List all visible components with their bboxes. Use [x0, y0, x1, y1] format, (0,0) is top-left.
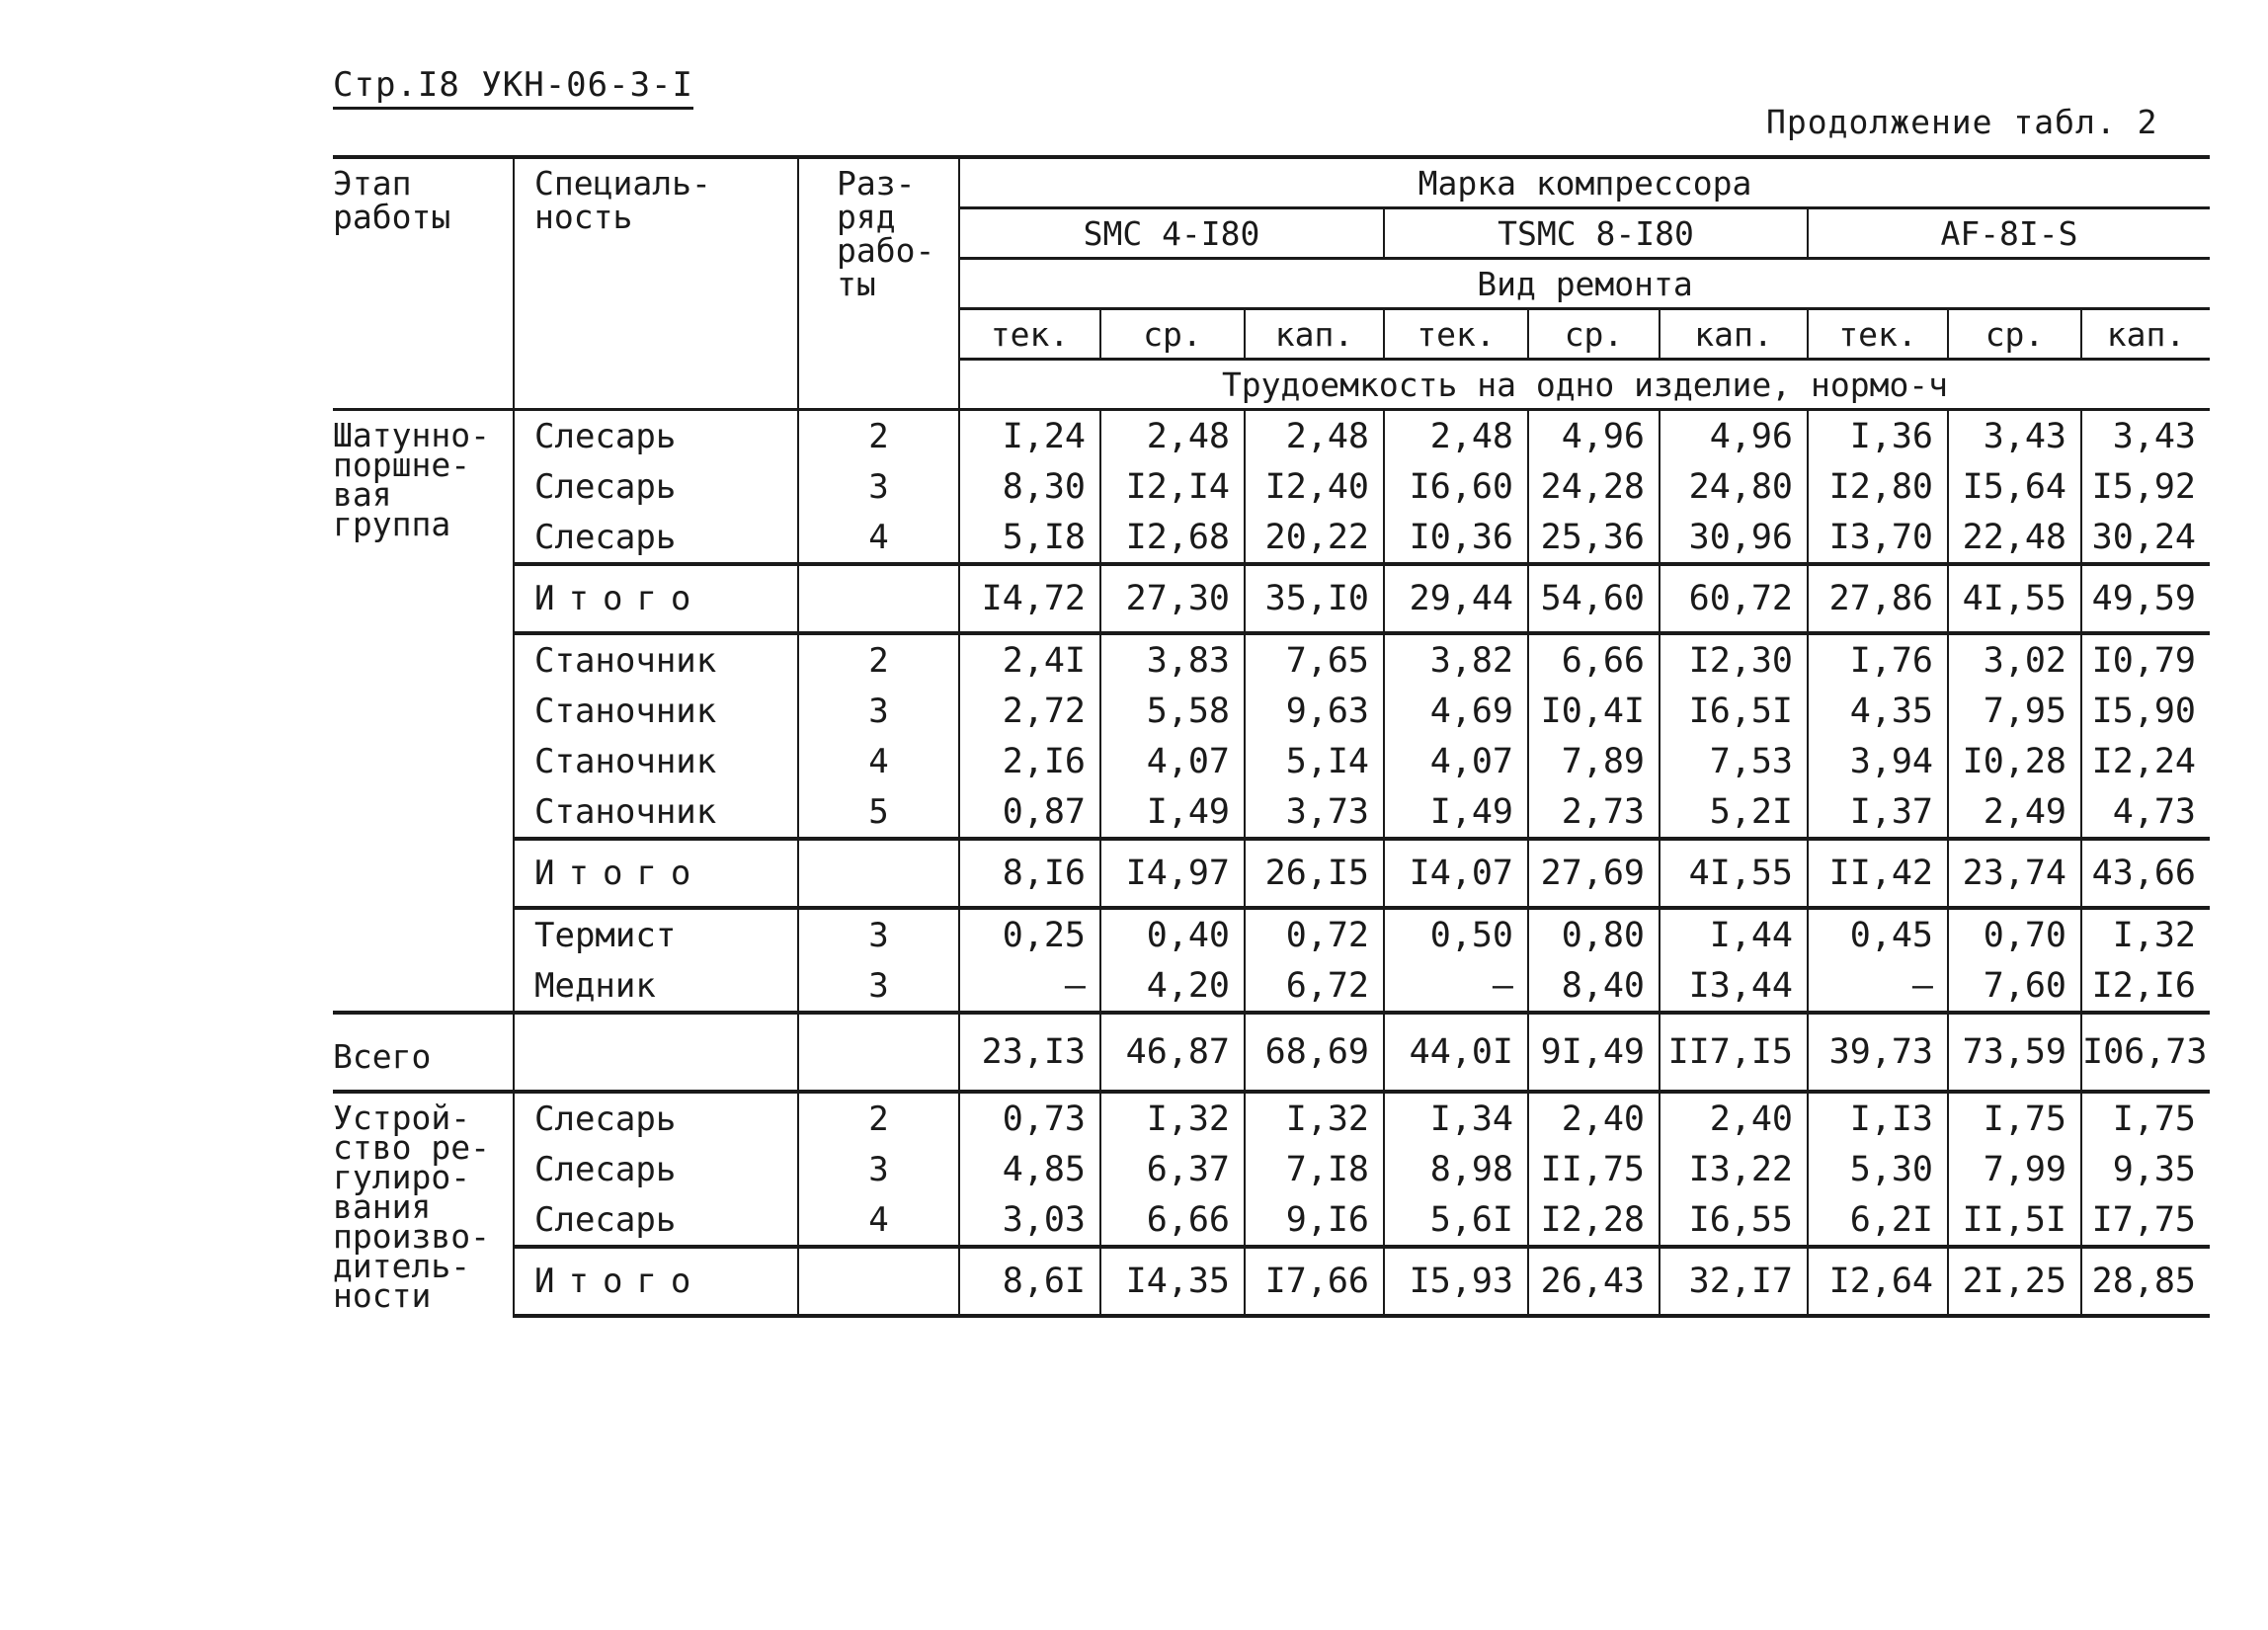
grand-total-value-cell: 23,I3 — [959, 1013, 1100, 1092]
table-row — [333, 1092, 2210, 1144]
rank-cell — [798, 1013, 959, 1092]
value-cell: I0,36 — [1384, 512, 1528, 564]
value-cell: 8,98 — [1384, 1144, 1528, 1194]
total-value-cell: 43,66 — [2081, 839, 2210, 908]
repair-kind-header: кап. — [2081, 309, 2210, 360]
total-value-cell: 2I,25 — [1948, 1247, 2081, 1316]
grand-total-value-cell: 9I,49 — [1528, 1013, 1660, 1092]
value-cell: 2,48 — [1245, 410, 1384, 462]
value-cell: – — [959, 960, 1100, 1013]
total-value-cell: 8,6I — [959, 1247, 1100, 1316]
value-cell: 7,95 — [1948, 686, 2081, 736]
value-cell: 4,69 — [1384, 686, 1528, 736]
value-cell: 7,60 — [1948, 960, 2081, 1013]
value-cell: I2,30 — [1660, 633, 1808, 686]
repair-kind-header: тек. — [1384, 309, 1528, 360]
labor-table — [333, 155, 2210, 1318]
value-cell: I2,I4 — [1100, 461, 1245, 512]
value-cell: I5,92 — [2081, 461, 2210, 512]
value-cell: 9,I6 — [1245, 1194, 1384, 1247]
value-cell: 5,2I — [1660, 786, 1808, 839]
value-cell: II,5I — [1948, 1194, 2081, 1247]
value-cell: 2,48 — [1384, 410, 1528, 462]
repair-kind-header: тек. — [959, 309, 1100, 360]
value-cell: 30,96 — [1660, 512, 1808, 564]
rank-cell: 4 — [798, 1194, 959, 1247]
value-cell: – — [1384, 960, 1528, 1013]
header-row-1 — [333, 157, 2210, 208]
value-cell: 2,I6 — [959, 736, 1100, 786]
value-cell: 3,43 — [1948, 410, 2081, 462]
rank-cell: 5 — [798, 786, 959, 839]
value-cell: I2,28 — [1528, 1194, 1660, 1247]
total-row — [333, 1247, 2210, 1316]
total-value-cell: 32,I7 — [1660, 1247, 1808, 1316]
stage-cell: Шатунно-поршне-вая группа — [333, 416, 490, 543]
specialty-cell: Слесарь — [514, 1194, 798, 1247]
value-cell: 0,40 — [1100, 908, 1245, 960]
value-cell: I6,55 — [1660, 1194, 1808, 1247]
rank-cell: 3 — [798, 960, 959, 1013]
repair-kind-header: кап. — [1245, 309, 1384, 360]
value-cell: 4,96 — [1660, 410, 1808, 462]
grand-total-value-cell: 73,59 — [1948, 1013, 2081, 1092]
total-value-cell: 26,I5 — [1245, 839, 1384, 908]
specialty-cell: Станочник — [514, 633, 798, 686]
value-cell: 5,30 — [1808, 1144, 1948, 1194]
value-cell: 8,30 — [959, 461, 1100, 512]
rank-cell — [798, 1247, 959, 1316]
total-value-cell: 28,85 — [2081, 1247, 2210, 1316]
value-cell: 24,28 — [1528, 461, 1660, 512]
grand-total-value-cell: 68,69 — [1245, 1013, 1384, 1092]
labor-intensity-header: Трудоемкость на одно изделие, нормо-ч — [959, 360, 2210, 410]
value-cell: 30,24 — [2081, 512, 2210, 564]
value-cell: 2,48 — [1100, 410, 1245, 462]
repair-kind-header: ср. — [1528, 309, 1660, 360]
table-row — [333, 686, 2210, 736]
rank-cell — [798, 839, 959, 908]
stage-header: Этап работы — [333, 157, 514, 410]
stage-cell: Устрой-ство ре-гулиро-вания произво-дитель-ности — [333, 1092, 514, 1316]
total-value-cell: 23,74 — [1948, 839, 2081, 908]
table-row — [333, 1144, 2210, 1194]
grand-total-label: Всего — [333, 1013, 514, 1092]
total-value-cell: 27,30 — [1100, 564, 1245, 633]
table-row — [333, 512, 2210, 564]
total-value-cell: I7,66 — [1245, 1247, 1384, 1316]
total-value-cell: 4I,55 — [1948, 564, 2081, 633]
compressor-brand-header: Марка компрессора — [959, 157, 2210, 208]
table-row — [333, 461, 2210, 512]
value-cell: 7,65 — [1245, 633, 1384, 686]
value-cell: 3,02 — [1948, 633, 2081, 686]
value-cell: I,34 — [1384, 1092, 1528, 1144]
page-header: Стр.I8 УКН-06-3-I — [333, 65, 693, 110]
value-cell: I2,40 — [1245, 461, 1384, 512]
grand-total-value-cell: 39,73 — [1808, 1013, 1948, 1092]
value-cell: 3,82 — [1384, 633, 1528, 686]
specialty-cell: Слесарь — [514, 512, 798, 564]
value-cell: I,75 — [2081, 1092, 2210, 1144]
total-value-cell: 54,60 — [1528, 564, 1660, 633]
grand-total-row — [333, 1013, 2210, 1092]
value-cell: 2,4I — [959, 633, 1100, 686]
value-cell: I0,4I — [1528, 686, 1660, 736]
total-value-cell: I2,64 — [1808, 1247, 1948, 1316]
total-value-cell: 49,59 — [2081, 564, 2210, 633]
repair-kind-header: ср. — [1100, 309, 1245, 360]
value-cell: I6,60 — [1384, 461, 1528, 512]
specialty-cell: Станочник — [514, 686, 798, 736]
total-label: Итого — [514, 839, 798, 908]
repair-kind-header: ср. — [1948, 309, 2081, 360]
value-cell: I6,5I — [1660, 686, 1808, 736]
specialty-cell: Термист — [514, 908, 798, 960]
table-row — [333, 908, 2210, 960]
value-cell: I,49 — [1100, 786, 1245, 839]
specialty-cell: Слесарь — [514, 1092, 798, 1144]
specialty-cell: Станочник — [514, 786, 798, 839]
value-cell: I2,68 — [1100, 512, 1245, 564]
value-cell: 20,22 — [1245, 512, 1384, 564]
value-cell: 25,36 — [1528, 512, 1660, 564]
value-cell: I,I3 — [1808, 1092, 1948, 1144]
value-cell: 0,25 — [959, 908, 1100, 960]
value-cell: 2,73 — [1528, 786, 1660, 839]
model-header: SMC 4-I80 — [959, 208, 1384, 259]
specialty-cell: Слесарь — [514, 461, 798, 512]
value-cell: 2,40 — [1660, 1092, 1808, 1144]
total-value-cell: 27,69 — [1528, 839, 1660, 908]
value-cell: 0,80 — [1528, 908, 1660, 960]
value-cell: I5,90 — [2081, 686, 2210, 736]
value-cell: 4,96 — [1528, 410, 1660, 462]
value-cell: 7,53 — [1660, 736, 1808, 786]
total-value-cell: I4,35 — [1100, 1247, 1245, 1316]
value-cell: I0,79 — [2081, 633, 2210, 686]
total-value-cell: 27,86 — [1808, 564, 1948, 633]
value-cell: I,76 — [1808, 633, 1948, 686]
specialty-cell: Слесарь — [514, 1144, 798, 1194]
value-cell: 3,03 — [959, 1194, 1100, 1247]
value-cell: – — [1808, 960, 1948, 1013]
value-cell: I2,80 — [1808, 461, 1948, 512]
value-cell: 0,45 — [1808, 908, 1948, 960]
repair-type-header: Вид ремонта — [959, 259, 2210, 309]
repair-kind-header: тек. — [1808, 309, 1948, 360]
value-cell: I3,22 — [1660, 1144, 1808, 1194]
value-cell: 2,49 — [1948, 786, 2081, 839]
value-cell: 9,35 — [2081, 1144, 2210, 1194]
value-cell: 0,72 — [1245, 908, 1384, 960]
table-row — [333, 633, 2210, 686]
specialty-header: Специаль-ность — [514, 157, 798, 410]
model-header: AF-8I-S — [1808, 208, 2210, 259]
rank-cell: 4 — [798, 512, 959, 564]
value-cell: 4,73 — [2081, 786, 2210, 839]
table-row — [333, 786, 2210, 839]
total-label: Итого — [514, 564, 798, 633]
value-cell: 3,94 — [1808, 736, 1948, 786]
value-cell: 6,72 — [1245, 960, 1384, 1013]
value-cell: 3,73 — [1245, 786, 1384, 839]
total-value-cell: 4I,55 — [1660, 839, 1808, 908]
grand-total-value-cell: 46,87 — [1100, 1013, 1245, 1092]
value-cell: II,75 — [1528, 1144, 1660, 1194]
value-cell: 5,I4 — [1245, 736, 1384, 786]
repair-kind-header: кап. — [1660, 309, 1808, 360]
value-cell: 6,2I — [1808, 1194, 1948, 1247]
total-value-cell: I4,72 — [959, 564, 1100, 633]
total-label: Итого — [514, 1247, 798, 1316]
value-cell: I,32 — [1100, 1092, 1245, 1144]
value-cell: 5,6I — [1384, 1194, 1528, 1247]
value-cell: 4,85 — [959, 1144, 1100, 1194]
value-cell: I,49 — [1384, 786, 1528, 839]
total-value-cell: 8,I6 — [959, 839, 1100, 908]
value-cell: I5,64 — [1948, 461, 2081, 512]
total-row — [333, 839, 2210, 908]
specialty-cell: Станочник — [514, 736, 798, 786]
value-cell: 4,07 — [1384, 736, 1528, 786]
value-cell: I2,24 — [2081, 736, 2210, 786]
rank-cell: 2 — [798, 410, 959, 462]
value-cell: 9,63 — [1245, 686, 1384, 736]
rank-cell: 4 — [798, 736, 959, 786]
value-cell: I,36 — [1808, 410, 1948, 462]
value-cell: I,44 — [1660, 908, 1808, 960]
value-cell: 6,37 — [1100, 1144, 1245, 1194]
total-value-cell: 60,72 — [1660, 564, 1808, 633]
value-cell: 22,48 — [1948, 512, 2081, 564]
value-cell: 24,80 — [1660, 461, 1808, 512]
total-value-cell: I5,93 — [1384, 1247, 1528, 1316]
rank-cell: 2 — [798, 633, 959, 686]
total-value-cell: II,42 — [1808, 839, 1948, 908]
grand-total-value-cell: I06,73 — [2081, 1013, 2210, 1092]
total-value-cell: 29,44 — [1384, 564, 1528, 633]
table-row — [333, 736, 2210, 786]
value-cell: 8,40 — [1528, 960, 1660, 1013]
value-cell: 3,43 — [2081, 410, 2210, 462]
value-cell: 0,50 — [1384, 908, 1528, 960]
value-cell: 5,I8 — [959, 512, 1100, 564]
value-cell: I7,75 — [2081, 1194, 2210, 1247]
rank-cell: 3 — [798, 461, 959, 512]
grand-total-value-cell: II7,I5 — [1660, 1013, 1808, 1092]
total-value-cell: I4,07 — [1384, 839, 1528, 908]
table-row — [333, 410, 2210, 462]
value-cell: 7,I8 — [1245, 1144, 1384, 1194]
value-cell: 3,83 — [1100, 633, 1245, 686]
value-cell: 2,40 — [1528, 1092, 1660, 1144]
value-cell: I,37 — [1808, 786, 1948, 839]
value-cell: I,75 — [1948, 1092, 2081, 1144]
value-cell: I,32 — [1245, 1092, 1384, 1144]
rank-cell — [798, 564, 959, 633]
value-cell: I3,70 — [1808, 512, 1948, 564]
value-cell: 7,99 — [1948, 1144, 2081, 1194]
total-value-cell: 26,43 — [1528, 1247, 1660, 1316]
value-cell: I,32 — [2081, 908, 2210, 960]
value-cell: 2,72 — [959, 686, 1100, 736]
value-cell: 7,89 — [1528, 736, 1660, 786]
value-cell: 6,66 — [1100, 1194, 1245, 1247]
specialty-cell: Медник — [514, 960, 798, 1013]
table-row — [333, 960, 2210, 1013]
total-value-cell: 35,I0 — [1245, 564, 1384, 633]
value-cell: 4,07 — [1100, 736, 1245, 786]
value-cell: 0,87 — [959, 786, 1100, 839]
rank-header: Раз-ряд рабо-ты — [798, 157, 959, 410]
value-cell: 4,35 — [1808, 686, 1948, 736]
grand-total-value-cell: 44,0I — [1384, 1013, 1528, 1092]
specialty-cell — [514, 1013, 798, 1092]
value-cell: 0,73 — [959, 1092, 1100, 1144]
value-cell: 0,70 — [1948, 908, 2081, 960]
value-cell: I3,44 — [1660, 960, 1808, 1013]
rank-cell: 3 — [798, 908, 959, 960]
model-header: TSMC 8-I80 — [1384, 208, 1808, 259]
total-row — [333, 564, 2210, 633]
value-cell: 6,66 — [1528, 633, 1660, 686]
table-continuation-label: Продолжение табл. 2 — [1766, 103, 2158, 141]
rank-cell: 3 — [798, 686, 959, 736]
value-cell: I0,28 — [1948, 736, 2081, 786]
value-cell: I2,I6 — [2081, 960, 2210, 1013]
value-cell: 5,58 — [1100, 686, 1245, 736]
table-row — [333, 1194, 2210, 1247]
value-cell: 4,20 — [1100, 960, 1245, 1013]
specialty-cell: Слесарь — [514, 410, 798, 462]
rank-cell: 2 — [798, 1092, 959, 1144]
rank-cell: 3 — [798, 1144, 959, 1194]
value-cell: I,24 — [959, 410, 1100, 462]
total-value-cell: I4,97 — [1100, 839, 1245, 908]
